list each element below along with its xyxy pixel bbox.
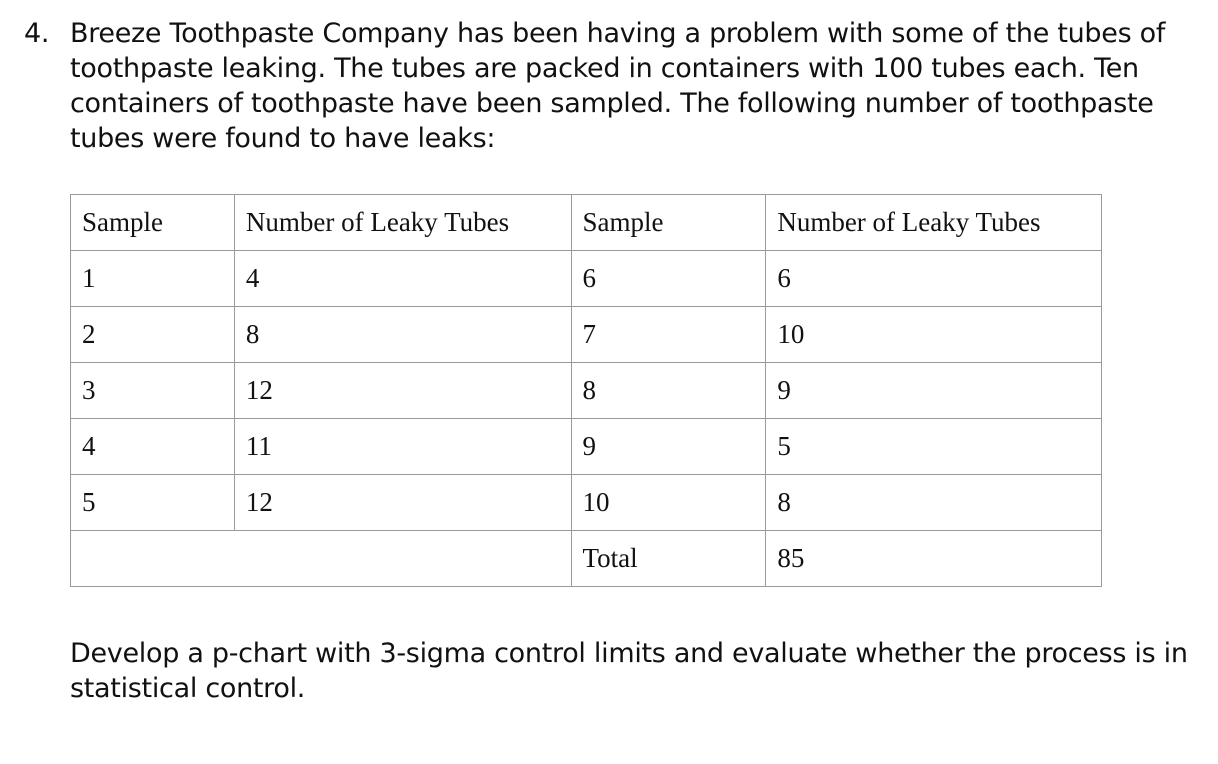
header-sample-left: Sample [71, 195, 235, 251]
table-row [71, 307, 1102, 363]
header-sample-right: Sample [571, 195, 766, 251]
table-cell: 8 [766, 475, 1102, 531]
table-cell: 6 [571, 251, 766, 307]
problem-number: 4. [24, 18, 50, 49]
table-cell: 1 [71, 251, 235, 307]
table-cell: 11 [234, 419, 571, 475]
table-row [71, 475, 1102, 531]
table-cell: 8 [234, 307, 571, 363]
table-total-row [71, 531, 1102, 587]
table-cell: 9 [766, 363, 1102, 419]
table-row [71, 251, 1102, 307]
header-leaky-tubes-right: Number of Leaky Tubes [766, 195, 1102, 251]
problem-text: Breeze Toothpaste Company has been having a problem with some of the tubes of toothpaste leaking. The tubes are packed in containers with 100 tubes each. Ten containers of toothpaste have been sampled. The following number of toothpaste tubes were found to have leaks: [70, 18, 1166, 154]
empty-merged-cell [71, 531, 572, 587]
table-cell: 7 [571, 307, 766, 363]
table-cell: 4 [71, 419, 235, 475]
table-cell: 5 [71, 475, 235, 531]
table-cell: 10 [571, 475, 766, 531]
header-leaky-tubes-left: Number of Leaky Tubes [234, 195, 571, 251]
table-cell: 12 [234, 363, 571, 419]
table-cell: 5 [766, 419, 1102, 475]
table-cell: 4 [234, 251, 571, 307]
instruction-text: Develop a p-chart with 3-sigma control limits and evaluate whether the process is in statistical control. [70, 638, 1188, 704]
table-header-row [71, 195, 1102, 251]
table-cell: 6 [766, 251, 1102, 307]
table-row [71, 363, 1102, 419]
total-label: Total [571, 531, 766, 587]
table-row [71, 419, 1102, 475]
total-value: 85 [766, 531, 1102, 587]
table-cell: 8 [571, 363, 766, 419]
leaky-tubes-table [70, 194, 1102, 587]
table-cell: 2 [71, 307, 235, 363]
table-cell: 9 [571, 419, 766, 475]
table-cell: 12 [234, 475, 571, 531]
table-cell: 10 [766, 307, 1102, 363]
table-cell: 3 [71, 363, 235, 419]
